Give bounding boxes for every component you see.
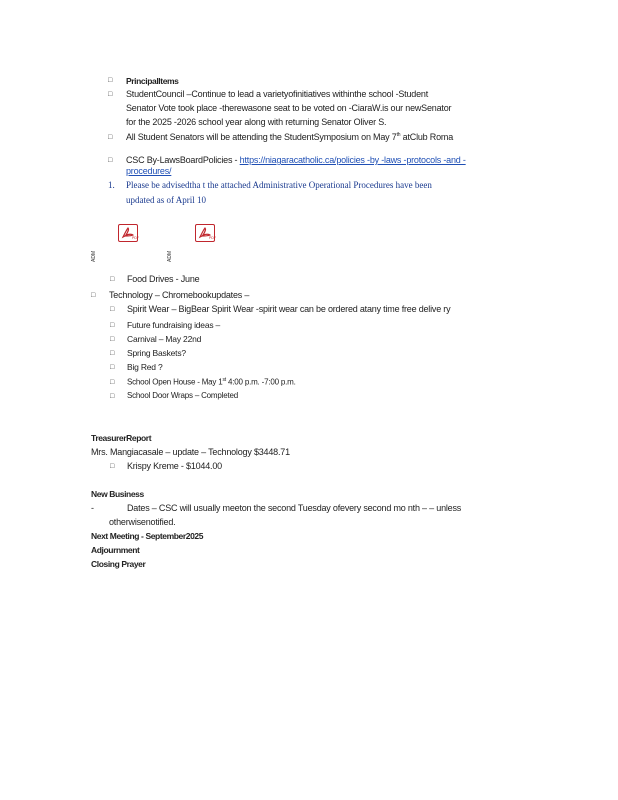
bullet: □: [110, 336, 115, 343]
student-council-line2: Senator Vote took place -therewasone seat to be voted on -CiaraW.is our newSenator: [126, 103, 452, 113]
closing-prayer: Closing Prayer: [91, 559, 146, 569]
food-drives: Food Drives - June: [127, 274, 200, 284]
new-business-heading: New Business: [91, 489, 144, 499]
bullet: □: [108, 134, 113, 141]
principal-items-heading: PrincipalItems: [126, 76, 179, 86]
bullet: □: [110, 350, 115, 357]
pdf-attachment-icon[interactable]: [118, 224, 138, 242]
big-red: Big Red ?: [127, 362, 163, 372]
dash: -: [91, 503, 94, 513]
policies-link[interactable]: https://niagaracatholic.ca/policies -by -laws -protocols -and -: [239, 155, 466, 165]
treasurer-heading: TreasurerReport: [91, 433, 152, 443]
bullet: □: [108, 77, 113, 84]
dates-line2: otherwisenotified.: [109, 517, 176, 527]
pdf-label: PDF: [132, 236, 139, 240]
future-fundraising: Future fundraising ideas –: [127, 320, 221, 330]
senators-symposium: [126, 132, 453, 142]
student-council-line3: for the 2025 -2026 school year along with returning Senator Oliver S.: [126, 117, 387, 127]
technology: Technology – Chromebookupdates –: [109, 290, 250, 300]
student-council-line1: StudentCouncil –Continue to lead a varietyofinitiatives withinthe school -Student: [126, 89, 428, 99]
treasurer-line2: Krispy Kreme - $1044.00: [127, 461, 222, 471]
bullet: □: [110, 276, 115, 283]
adjournment: Adjournment: [91, 545, 140, 555]
advised-line1: Please be advisedtha t the attached Administrative Operational Procedures have been: [126, 180, 432, 190]
bullet: □: [108, 91, 113, 98]
policies-link-cont[interactable]: procedures/: [126, 166, 172, 176]
open-house-sup: st: [222, 377, 226, 383]
open-house-tail: 4:00 p.m. -7:00 p.m.: [228, 377, 296, 387]
senators-tail: atClub Roma: [402, 132, 453, 142]
pdf-attachment-icon[interactable]: [195, 224, 215, 242]
attachment-caption: ADM: [91, 250, 97, 262]
carnival: Carnival – May 22nd: [127, 334, 202, 344]
door-wraps: School Door Wraps – Completed: [127, 391, 238, 400]
numbered-marker: 1.: [108, 180, 115, 190]
bullet: □: [110, 463, 115, 470]
bullet: □: [110, 306, 115, 313]
bullet: □: [110, 393, 115, 400]
spring-baskets: Spring Baskets?: [127, 348, 186, 358]
advised-line2: updated as of April 10: [126, 195, 206, 205]
senators-sup: th: [396, 132, 401, 138]
attachment-caption: ADM: [167, 250, 173, 262]
bullet: □: [108, 157, 113, 164]
open-house-text: School Open House - May 1: [127, 377, 223, 387]
next-meeting: Next Meeting - September2025: [91, 531, 204, 541]
bullet: □: [91, 292, 96, 299]
bylaws-prefix: CSC By-LawsBoardPolicies -: [126, 155, 238, 165]
bullet: □: [110, 379, 115, 386]
treasurer-line1: Mrs. Mangiacasale – update – Technology $3448.71: [91, 447, 290, 457]
pdf-label: PDF: [209, 236, 216, 240]
open-house: [127, 377, 296, 387]
spirit-wear: Spirit Wear – BigBear Spirit Wear -spirit wear can be ordered atany time free delive ry: [127, 304, 451, 314]
bullet: □: [110, 322, 115, 329]
senators-text: All Student Senators will be attending the StudentSymposium on May 7: [126, 132, 397, 142]
bylaws-line: [126, 155, 466, 165]
dates-line1: Dates – CSC will usually meeton the second Tuesday ofevery second mo nth – – unless: [127, 503, 462, 513]
bullet: □: [110, 364, 115, 371]
